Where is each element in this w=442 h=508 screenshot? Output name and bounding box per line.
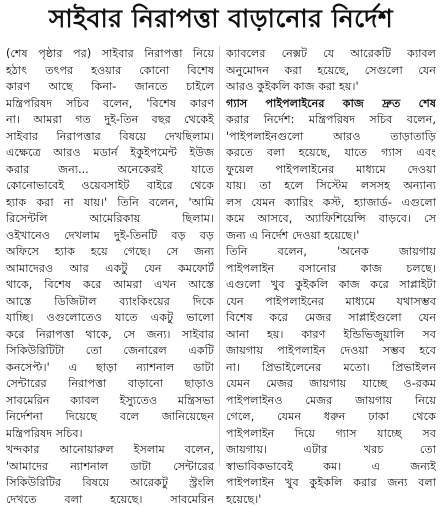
text-line: ওইখানেও দেখলাম দুই-তিনটি বড় বড় — [6, 228, 214, 245]
text-line: যেমন মেজর জায়গায় যাচ্ছে ও-রকম — [226, 376, 436, 393]
text-line: সেন্টারের নিরাপত্তা বাড়ানো ছাড়াও — [6, 376, 214, 393]
text-line: হ্যাক করা না যায়।' তিনি বলেন, 'আমি — [6, 195, 214, 212]
text-line: এক্ষেত্রে আরও মডার্ন ইকুইপমেন্ট ইউজ — [6, 145, 214, 162]
text-line: যায়। তা হলে সিস্টেম লসসহ অন্যান্য — [226, 178, 436, 195]
text-line: তিনি বলেন, 'অনেক জায়গায় — [226, 244, 436, 261]
text-line: 'পাইপলাইনগুলো আরও তাড়াতাড়ি — [226, 129, 436, 146]
text-line: অনুমোদন করা হয়েছে, সেগুলো যেন — [226, 63, 436, 80]
text-line: আস্তে ডিজিটাল ব্যাংকিংয়ের দিকে — [6, 294, 214, 311]
text-line: ফুয়েল পাইপলাইনের মাধ্যমে দেওয়া — [226, 162, 436, 179]
text-line: থাকে, বিশেষ করে আমরা এখন আস্তে — [6, 277, 214, 294]
text-line: হয়েছে।' — [226, 492, 436, 508]
text-line: সাবমেরিন ক্যাবল ইস্যুতেও মন্ত্রিসভা — [6, 393, 214, 410]
text-line: গেলে, যেমন ধরুন ঢাকা থেকে — [226, 409, 436, 426]
text-line: আনা হয়। কারণ ইন্ডিভিজুয়ালি সব — [226, 327, 436, 344]
text-line: সিকিউরিটিটা তো জেনারেল একটি — [6, 343, 214, 360]
text-line: রিসেন্টলি আমেরিকায় ছিলাম। — [6, 211, 214, 228]
text-line: কারণ আছে কিনা- জানতে চাইলে — [6, 79, 214, 96]
text-line: করার নির্দেশ: মন্ত্রিপরিষদ সচিব বলেন, — [226, 112, 436, 129]
text-line: বিশেষ করে মেজর সাপ্লাইগুলো যেন — [226, 310, 436, 327]
column-divider — [219, 46, 220, 466]
text-line: পাইপলাইনও মেজর জায়গায় নিয়ে — [226, 393, 436, 410]
text-line: যাচ্ছি। ওগুলোতেও যাতে একটু ভালো — [6, 310, 214, 327]
text-line: সাইবার নিরাপত্তার বিষয়ে দেখছিলাম। — [6, 129, 214, 146]
text-line: কোনোভাবেই ওয়েবসাইট বাইরে থেকে — [6, 178, 214, 195]
text-line: নির্দেশনা দিয়েছে বলে জানিয়েছেন — [6, 409, 214, 426]
text-line: (শেষ পৃষ্ঠার পর) সাইবার নিরাপত্তা নিয়ে — [6, 46, 214, 63]
text-line: করার জন্য... অনেকেরই যাতে — [6, 162, 214, 179]
text-line: আমাদেরও আর একটু যেন কমফোর্ট — [6, 261, 214, 278]
text-line: দেখতে বলা হয়েছে। সাবমেরিন — [6, 492, 214, 508]
text-line: আরও কুইকলি কাজ করা হয়।' — [226, 79, 436, 96]
text-line: যেন পাইপলাইনের মাধ্যমে যথাসম্ভব — [226, 294, 436, 311]
text-line: কমে আসবে, অ্যাফিশিয়েন্সি বাড়বে। সে — [226, 211, 436, 228]
text-line: করে নিরাপত্তা থাকে, সে জন্য। সাইবার — [6, 327, 214, 344]
article-right-column — [226, 46, 436, 508]
text-line: 'আমাদের ন্যাশনাল ডাটা সেন্টারের — [6, 459, 214, 476]
text-line: ক্যাবলের নেক্সট যে আরেকটি ক্যাবল — [226, 46, 436, 63]
text-line: পাইপলাইন দিয়ে গ্যাস যাচ্ছে সব — [226, 426, 436, 443]
text-line: কনসেপ্ট।' এ ছাড়া ন্যাশনাল ডাটা — [6, 360, 214, 377]
text-line: মন্ত্রিপরিষদ সচিব। — [6, 426, 214, 443]
text-line: স্বাভাবিকভাবেই কম। এ জন্যই — [226, 459, 436, 476]
text-line: গ্যাস পাইপলাইনের কাজ দ্রুত শেষ — [226, 96, 436, 113]
article-headline: সাইবার নিরাপত্তা বাড়ানোর নির্দেশ — [0, 0, 442, 40]
text-line: না। আমরা গত দুই-তিন বছর থেকেই — [6, 112, 214, 129]
text-line: অফিসে হ্যাক হয়ে গেছে। সে জন্য — [6, 244, 214, 261]
text-line: খন্দকার আনোয়ারুল ইসলাম বলেন, — [6, 442, 214, 459]
text-line: মন্ত্রিপরিষদ সচিব বলেন, 'বিশেষ কারণ — [6, 96, 214, 113]
text-line: পাইপলাইন বসানোর কাজ চলছে। — [226, 261, 436, 278]
text-line: জায়গায় পাইপলাইন দেওয়া সম্ভব হবে — [226, 343, 436, 360]
text-line: পাইপলাইন খুব কুইকলি করার জন্য বলা — [226, 475, 436, 492]
text-line: সিকিউরিটির বিষয়ে আরেকটু স্ট্রংলি — [6, 475, 214, 492]
text-line: না। প্রিভাইলেনের মতো। প্রিভাইলন — [226, 360, 436, 377]
text-line: হঠাৎ তৎপর হওয়ার কোনো বিশেষ — [6, 63, 214, 80]
text-line: এগুলো খুব কুইকলি কাজ করে সাপ্লাইটা — [226, 277, 436, 294]
text-line: জায়গায়। এটার খরচ তো — [226, 442, 436, 459]
text-line: জন্য এ নির্দেশ দেওয়া হয়েছে।' — [226, 228, 436, 245]
text-line: লস যেমন ক্যারিং কস্ট, হ্যাজার্ড- এগুলো — [226, 195, 436, 212]
article-left-column — [6, 46, 214, 508]
text-line: করতে বলা হয়েছে, যাতে গ্যাস এবং — [226, 145, 436, 162]
